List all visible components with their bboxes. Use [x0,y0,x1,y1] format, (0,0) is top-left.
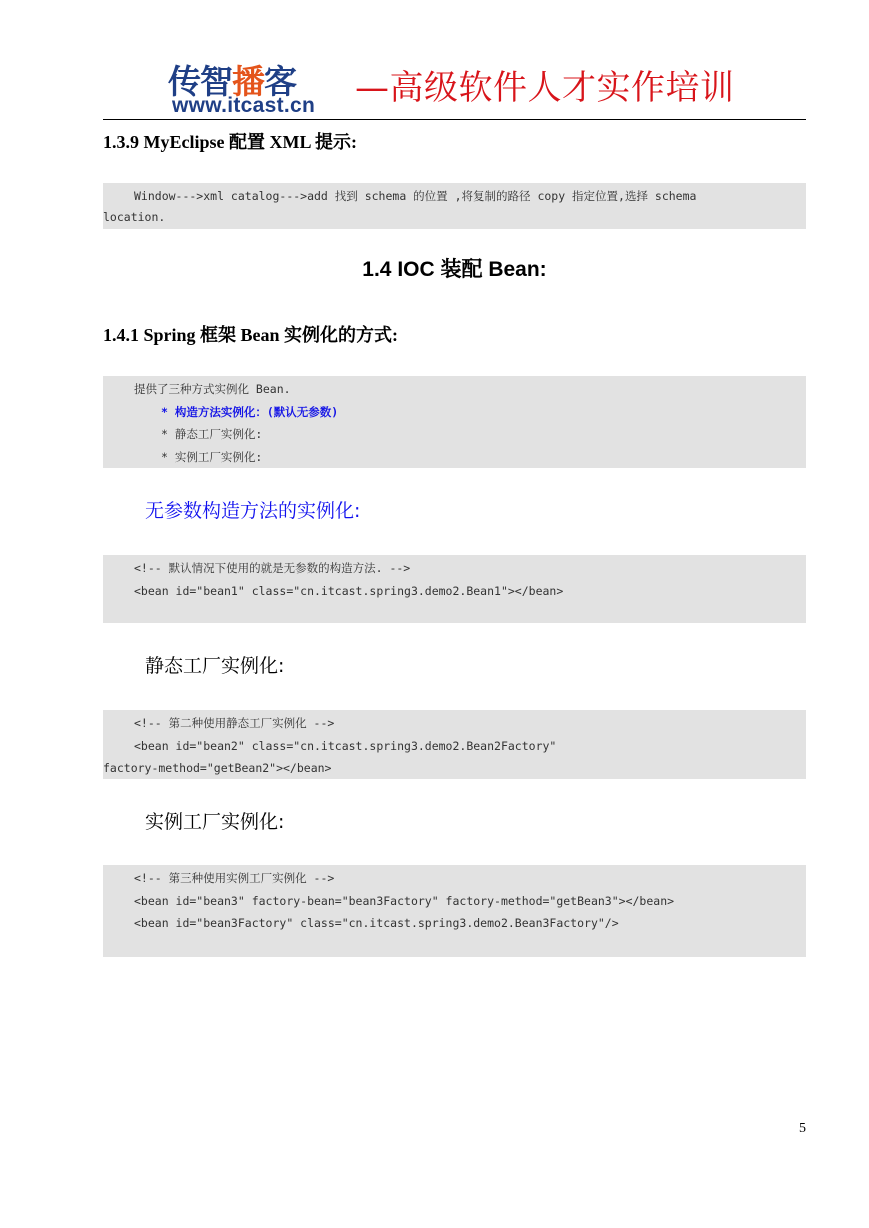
subheading-no-arg-constructor: 无参数构造方法的实例化: [145,500,361,522]
code-line: <!-- 默认情况下使用的就是无参数的构造方法. --> [134,561,411,575]
itcast-logo [168,64,353,122]
code-block-static-factory [103,710,806,779]
code-line: <bean id="bean3Factory" class="cn.itcast.spring3.demo2.Bean3Factory"/> [134,916,619,930]
logo-url: www.itcast.cn [172,94,316,117]
code-block-instantiation-methods [103,376,806,468]
code-line-highlighted: * 构造方法实例化：(默认无参数) [161,404,339,419]
header-divider [103,119,806,120]
code-line: * 实例工厂实例化: [161,449,263,464]
code-line: <!-- 第二种使用静态工厂实例化 --> [134,716,335,730]
code-line: <bean id="bean1" class="cn.itcast.spring3.demo2.Bean1"></bean> [134,583,564,598]
header-tagline: —高级软件人才实作培训 [355,68,735,108]
code-line: location. [103,209,166,224]
code-line: factory-method="getBean2"></bean> [103,761,332,775]
code-line: * 静态工厂实例化: [161,427,263,441]
logo-text-part2: 播 [232,62,264,101]
code-line: <bean id="bean2" class="cn.itcast.spring3.demo2.Bean2Factory" [134,738,557,753]
subheading-instance-factory: 实例工厂实例化: [145,811,285,833]
page-number: 5 [799,1121,806,1136]
section-heading-1-4: 1.4 IOC 装配 Bean: [362,258,547,281]
section-heading-1-4-1: 1.4.1 Spring 框架 Bean 实例化的方式: [103,325,399,345]
code-line: <!-- 第三种使用实例工厂实例化 --> [134,871,335,885]
code-line: 提供了三种方式实例化 Bean. [134,382,291,396]
section-heading-1-3-9: 1.3.9 MyEclipse 配置 XML 提示: [103,132,357,152]
page-header [0,0,869,122]
logo-text-part1: 传智 [168,62,232,101]
code-line: Window--->xml catalog--->add 找到 schema 的位置 ,将复制的路径 copy 指定位置,选择 schema [134,189,697,203]
subheading-static-factory: 静态工厂实例化: [145,655,285,677]
logo-text-part3: 客 [264,62,296,101]
code-block-instance-factory [103,865,806,957]
code-block-xml-catalog [103,183,806,229]
code-block-no-arg-constructor [103,555,806,623]
code-line: <bean id="bean3" factory-bean="bean3Factory" factory-method="getBean3"></bean> [134,893,675,908]
